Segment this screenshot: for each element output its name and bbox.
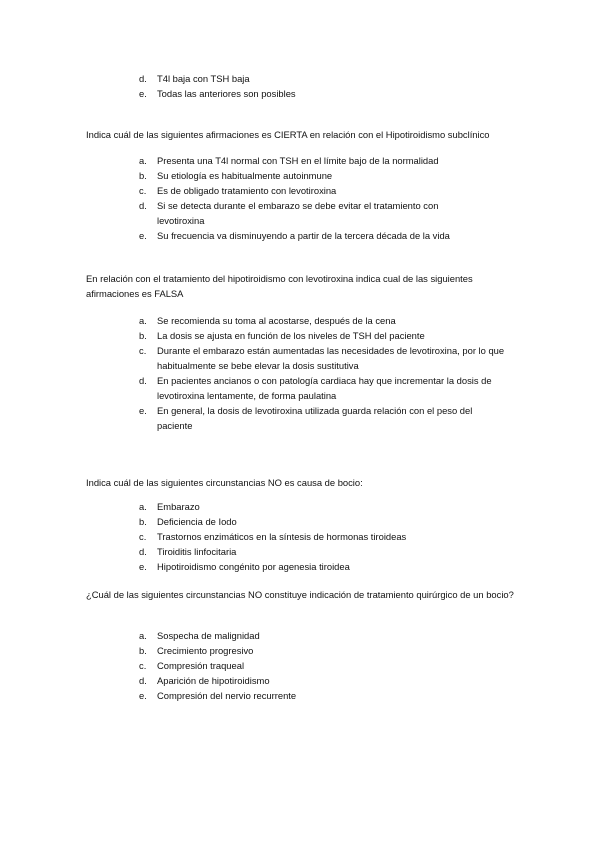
option-item (139, 198, 519, 228)
option-text: Todas las anteriores son posibles (157, 88, 296, 99)
option-text: Tiroiditis linfocitaria (157, 546, 237, 557)
question-text: ¿Cuál de las siguientes circunstancias NO constituye indicación de tratamiento quirúrgico de un bocio? (86, 589, 514, 600)
option-item (139, 673, 519, 688)
option-text: Compresión del nervio recurrente (157, 690, 297, 701)
option-item (139, 643, 519, 658)
question-text: Indica cuál de las siguientes circunstancias NO es causa de bocio: (86, 477, 363, 488)
option-text: Presenta una T4l normal con TSH en el límite bajo de la normalidad (157, 155, 439, 166)
option-text: Es de obligado tratamiento con levotiroxina (157, 185, 337, 196)
option-letter: c. (139, 531, 147, 542)
option-letter: e. (139, 405, 147, 416)
option-text: Deficiencia de Iodo (157, 516, 237, 527)
option-text: Crecimiento progresivo (157, 645, 254, 656)
option-letter: a. (139, 630, 147, 641)
option-letter: b. (139, 516, 147, 527)
option-letter: e. (139, 561, 147, 572)
option-text: Compresión traqueal (157, 660, 245, 671)
option-item (139, 328, 519, 343)
option-letter: d. (139, 73, 147, 84)
question-options (139, 153, 519, 243)
option-text: Embarazo (157, 501, 200, 512)
option-item (139, 688, 519, 703)
option-item (139, 313, 519, 328)
option-text: Trastornos enzimáticos en la síntesis de hormonas tiroideas (157, 531, 407, 542)
option-letter: a. (139, 501, 147, 512)
option-item (139, 499, 519, 514)
option-item (139, 343, 519, 373)
option-item (139, 514, 519, 529)
option-text: Hipotiroidismo congénito por agenesia tiroidea (157, 561, 350, 572)
option-text: La dosis se ajusta en función de los niveles de TSH del paciente (157, 330, 425, 341)
option-text: Sospecha de malignidad (157, 630, 260, 641)
option-letter: c. (139, 185, 147, 196)
option-letter: b. (139, 170, 147, 181)
option-letter: a. (139, 315, 147, 326)
option-item (139, 153, 519, 168)
option-letter: e. (139, 690, 147, 701)
option-letter: b. (139, 330, 147, 341)
option-text: En general, la dosis de levotiroxina utilizada guarda relación con el peso del paciente (157, 405, 473, 431)
option-letter: c. (139, 660, 147, 671)
option-text: Aparición de hipotiroidismo (157, 675, 270, 686)
option-item (139, 403, 519, 433)
option-letter: d. (139, 546, 147, 557)
question-text: Indica cuál de las siguientes afirmaciones es CIERTA en relación con el Hipotiroidismo subclínico (86, 129, 490, 140)
option-item (139, 559, 519, 574)
question-text: En relación con el tratamiento del hipotiroidismo con levotiroxina indica cual de las siguientes afirmaciones es FALSA (86, 273, 473, 299)
option-letter: b. (139, 645, 147, 656)
option-item (139, 544, 519, 559)
question-options (139, 499, 519, 574)
option-letter: d. (139, 375, 147, 386)
option-text: Su etiología es habitualmente autoinmune (157, 170, 333, 181)
option-item (139, 529, 519, 544)
option-text: Si se detecta durante el embarazo se debe evitar el tratamiento con levotiroxina (157, 200, 439, 226)
option-text: Durante el embarazo están aumentadas las necesidades de levotiroxina, por lo que habitualmente se bebe elevar la dosis sustitutiva (157, 345, 505, 371)
option-item (139, 228, 519, 243)
option-item (139, 168, 519, 183)
option-letter: d. (139, 200, 147, 211)
option-letter: c. (139, 345, 147, 356)
option-letter: e. (139, 230, 147, 241)
option-item (139, 628, 519, 643)
option-item (139, 183, 519, 198)
option-letter: d. (139, 675, 147, 686)
question-options (139, 628, 519, 703)
option-text: T4l baja con TSH baja (157, 73, 250, 84)
option-text: Se recomienda su toma al acostarse, después de la cena (157, 315, 396, 326)
option-item (139, 373, 519, 403)
option-item (139, 658, 519, 673)
option-item (139, 86, 519, 101)
question-options (139, 313, 519, 433)
option-letter: e. (139, 88, 147, 99)
option-text: Su frecuencia va disminuyendo a partir de la tercera década de la vida (157, 230, 450, 241)
option-text: En pacientes ancianos o con patología cardiaca hay que incrementar la dosis de levotiroxina lentamente, de forma paulatina (157, 375, 492, 401)
option-item (139, 71, 519, 86)
option-letter: a. (139, 155, 147, 166)
fragment-options (139, 71, 519, 101)
